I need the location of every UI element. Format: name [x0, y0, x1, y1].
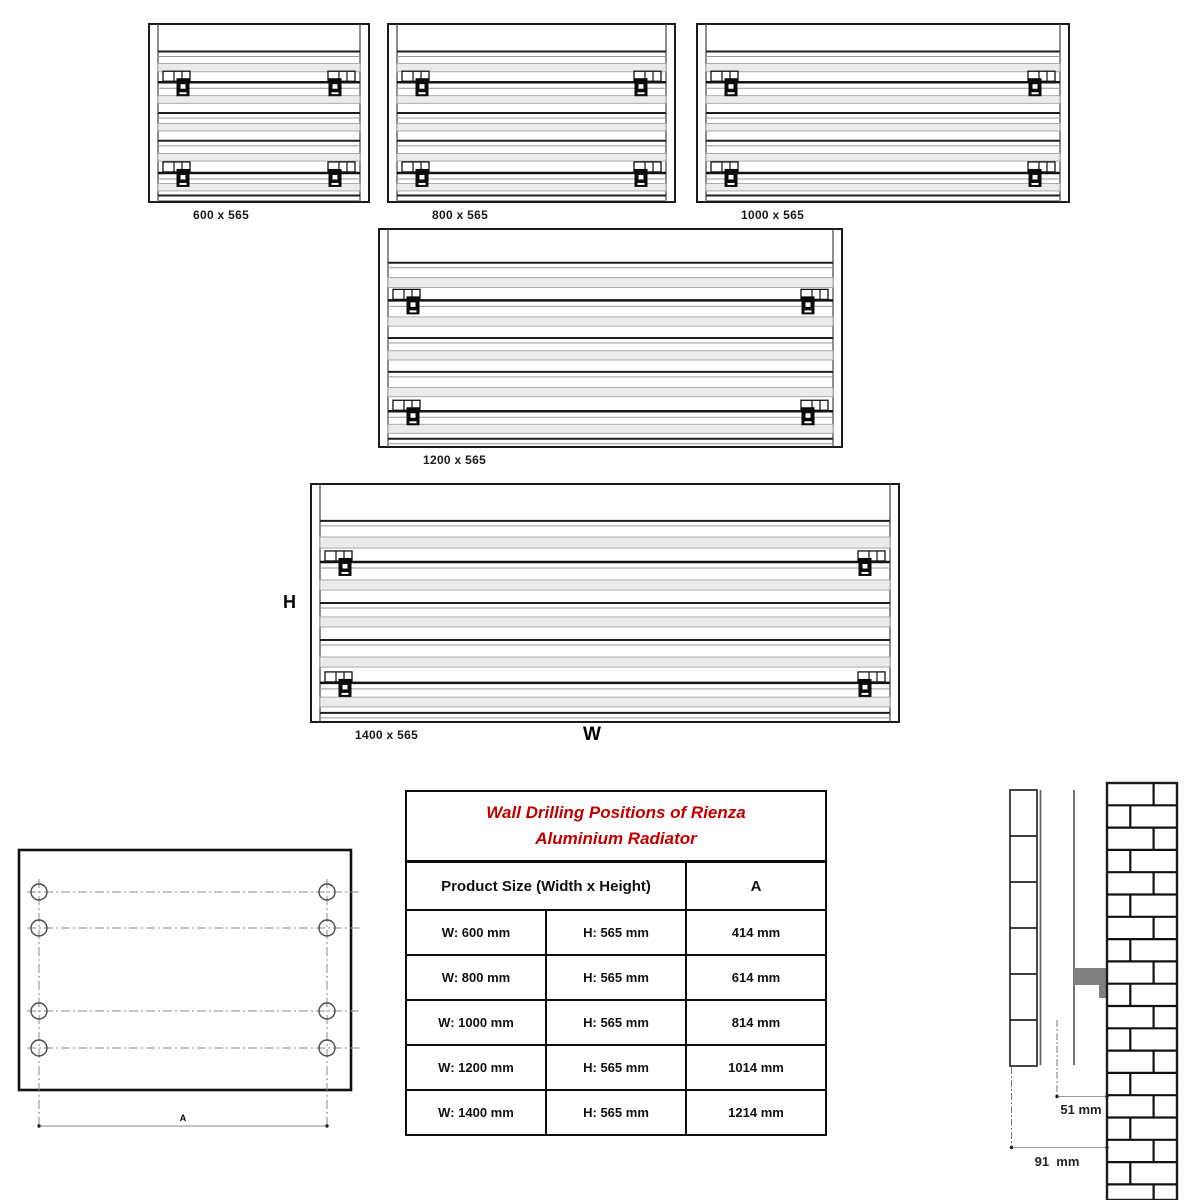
- radiator-slat: [706, 64, 1060, 72]
- cell-a: 1014 mm: [686, 1045, 826, 1090]
- drilling-positions-table: [405, 790, 827, 1136]
- dim-91-label: 91 mm: [1034, 1154, 1080, 1169]
- radiator-slat: [388, 351, 833, 360]
- radiator-front-view: [148, 23, 370, 203]
- dimension-a-label: A: [179, 1113, 187, 1123]
- brick-wall: [1107, 783, 1177, 1200]
- header-a: A: [686, 862, 826, 911]
- radiator-slat: [320, 697, 890, 707]
- radiator-slat: [158, 123, 360, 131]
- radiator-slat: [158, 96, 360, 104]
- radiator-slat: [388, 388, 833, 397]
- cell-width: W: 1400 mm: [406, 1090, 546, 1135]
- cell-a: 414 mm: [686, 910, 826, 955]
- radiator-front-view: [387, 23, 676, 203]
- side-view-panel: [1000, 780, 1190, 1200]
- cell-a: 814 mm: [686, 1000, 826, 1045]
- radiator-slat: [158, 154, 360, 162]
- table-row: [406, 1090, 826, 1135]
- radiator-slat: [397, 64, 666, 72]
- header-product-size: Product Size (Width x Height): [406, 862, 686, 911]
- table-title-line1: Wall Drilling Positions of Rienza: [486, 802, 746, 822]
- radiator-slat: [158, 64, 360, 72]
- table-title-cell: [406, 791, 826, 862]
- radiator-side-profile: [1010, 790, 1037, 1066]
- table-row: [406, 955, 826, 1000]
- radiator-slat: [397, 96, 666, 104]
- radiator-front-view: [696, 23, 1070, 203]
- height-dimension-letter: H: [283, 592, 296, 612]
- table-header-row: [406, 862, 826, 911]
- radiator-slat: [706, 154, 1060, 162]
- radiator-slat: [388, 317, 833, 326]
- table-row: [406, 910, 826, 955]
- cell-a: 614 mm: [686, 955, 826, 1000]
- radiator-slat: [397, 184, 666, 191]
- cell-height: H: 565 mm: [546, 1000, 686, 1045]
- radiator-slat: [320, 580, 890, 590]
- panel-outline: [19, 850, 351, 1090]
- drilling-hole-panel: [15, 845, 365, 1137]
- cell-height: H: 565 mm: [546, 955, 686, 1000]
- radiator-size-label: 1400 x 565: [355, 728, 419, 742]
- cell-a: 1214 mm: [686, 1090, 826, 1135]
- radiator-slat: [320, 617, 890, 627]
- cell-width: W: 800 mm: [406, 955, 546, 1000]
- radiator-size-label: 600 x 565: [193, 208, 250, 222]
- cell-height: H: 565 mm: [546, 1045, 686, 1090]
- dim-51-label: 51 mm: [1060, 1102, 1102, 1117]
- radiator-slat: [320, 657, 890, 667]
- width-dimension-letter: W: [583, 724, 601, 745]
- radiator-slat: [397, 154, 666, 162]
- table-row: [406, 1000, 826, 1045]
- cell-width: W: 1200 mm: [406, 1045, 546, 1090]
- radiator-front-view: [310, 483, 900, 723]
- radiator-slat: [388, 278, 833, 288]
- cell-height: H: 565 mm: [546, 1090, 686, 1135]
- radiator-slat: [320, 537, 890, 548]
- radiator-front-view: [378, 228, 843, 448]
- radiator-size-label: 800 x 565: [432, 208, 489, 222]
- radiator-slat: [706, 96, 1060, 104]
- radiator-size-label: 1200 x 565: [423, 453, 487, 467]
- radiator-slat: [706, 123, 1060, 131]
- cell-height: H: 565 mm: [546, 910, 686, 955]
- table-row: [406, 1045, 826, 1090]
- cell-width: W: 600 mm: [406, 910, 546, 955]
- table-title-row: [406, 791, 826, 862]
- radiator-slat: [706, 184, 1060, 191]
- radiator-slat: [397, 123, 666, 131]
- radiator-slat: [388, 424, 833, 433]
- wall-anchor-bracket: [1074, 968, 1107, 985]
- radiator-size-label: 1000 x 565: [741, 208, 805, 222]
- cell-width: W: 1000 mm: [406, 1000, 546, 1045]
- table-title-line2: Aluminium Radiator: [535, 829, 697, 848]
